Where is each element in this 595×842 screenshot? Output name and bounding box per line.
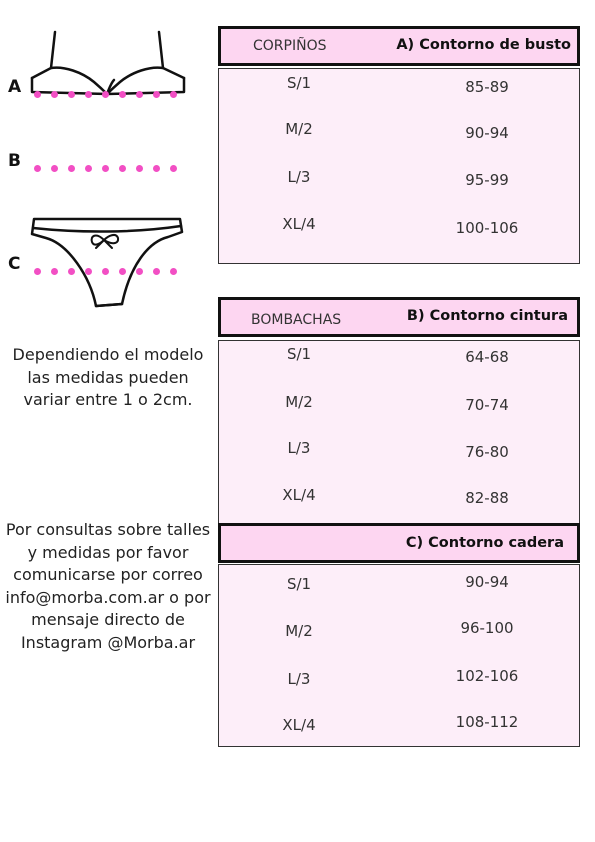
size-cell: M/2: [285, 622, 313, 640]
table-row: [219, 486, 579, 506]
measure-dots-b: [34, 157, 187, 165]
waist-category-label: BOMBACHAS: [251, 312, 342, 328]
range-cell: 96-100: [460, 619, 514, 637]
size-cell: M/2: [285, 120, 313, 138]
table-row: [219, 215, 579, 235]
bust-table-body: [218, 68, 580, 264]
table-row: [219, 393, 579, 413]
bust-category-label: CORPIÑOS: [253, 38, 327, 54]
size-cell: XL/4: [282, 486, 316, 504]
range-cell: 70-74: [465, 396, 509, 414]
variation-note: Dependiendo el modelo las medidas pueden variar entre 1 o 2cm.: [12, 345, 204, 409]
range-cell: 85-89: [465, 78, 509, 96]
range-cell: 64-68: [465, 348, 509, 366]
bust-table: [218, 26, 580, 264]
bust-table-header: [218, 26, 580, 66]
range-cell: 95-99: [465, 171, 509, 189]
size-cell: S/1: [286, 74, 312, 92]
hip-table-header: [218, 523, 580, 563]
hip-table-body: [218, 564, 580, 747]
table-row: [219, 713, 579, 736]
table-row: [219, 439, 579, 459]
table-row: [219, 120, 579, 140]
contact-note: Por consultas sobre talles y medidas por favor comunicarse por correo info@morba.com.ar o por mensaje directo de Instagram @Morba.ar: [5, 520, 211, 652]
size-cell: L/3: [287, 439, 311, 457]
size-cell: XL/4: [282, 716, 316, 734]
table-row: [219, 619, 579, 642]
measure-dots-c: [34, 260, 187, 268]
label-a: A: [8, 77, 22, 97]
range-cell: 100-106: [455, 219, 519, 237]
waist-table-header: [218, 297, 580, 337]
hip-table: [218, 523, 580, 747]
size-cell: S/1: [286, 345, 312, 363]
size-cell: L/3: [287, 670, 311, 688]
bust-title: A) Contorno de busto: [396, 37, 571, 53]
label-c: C: [8, 254, 21, 274]
range-cell: 108-112: [455, 713, 519, 731]
measure-dots-a: [34, 83, 187, 91]
range-cell: 90-94: [465, 573, 509, 591]
table-row: [219, 168, 579, 188]
range-cell: 76-80: [465, 443, 509, 461]
range-cell: 102-106: [455, 667, 519, 685]
table-row: [219, 667, 579, 690]
waist-table-body: [218, 340, 580, 525]
size-cell: M/2: [285, 393, 313, 411]
hip-title: C) Contorno cadera: [405, 535, 564, 551]
waist-title: B) Contorno cintura: [406, 308, 568, 324]
size-cell: XL/4: [282, 215, 316, 233]
size-cell: L/3: [287, 168, 311, 186]
table-row: [219, 74, 579, 94]
range-cell: 90-94: [465, 124, 509, 142]
size-cell: S/1: [286, 575, 312, 593]
range-cell: 82-88: [465, 489, 509, 507]
table-row: [219, 345, 579, 365]
table-row: [219, 575, 579, 595]
waist-table: [218, 297, 580, 525]
label-b: B: [8, 151, 21, 171]
